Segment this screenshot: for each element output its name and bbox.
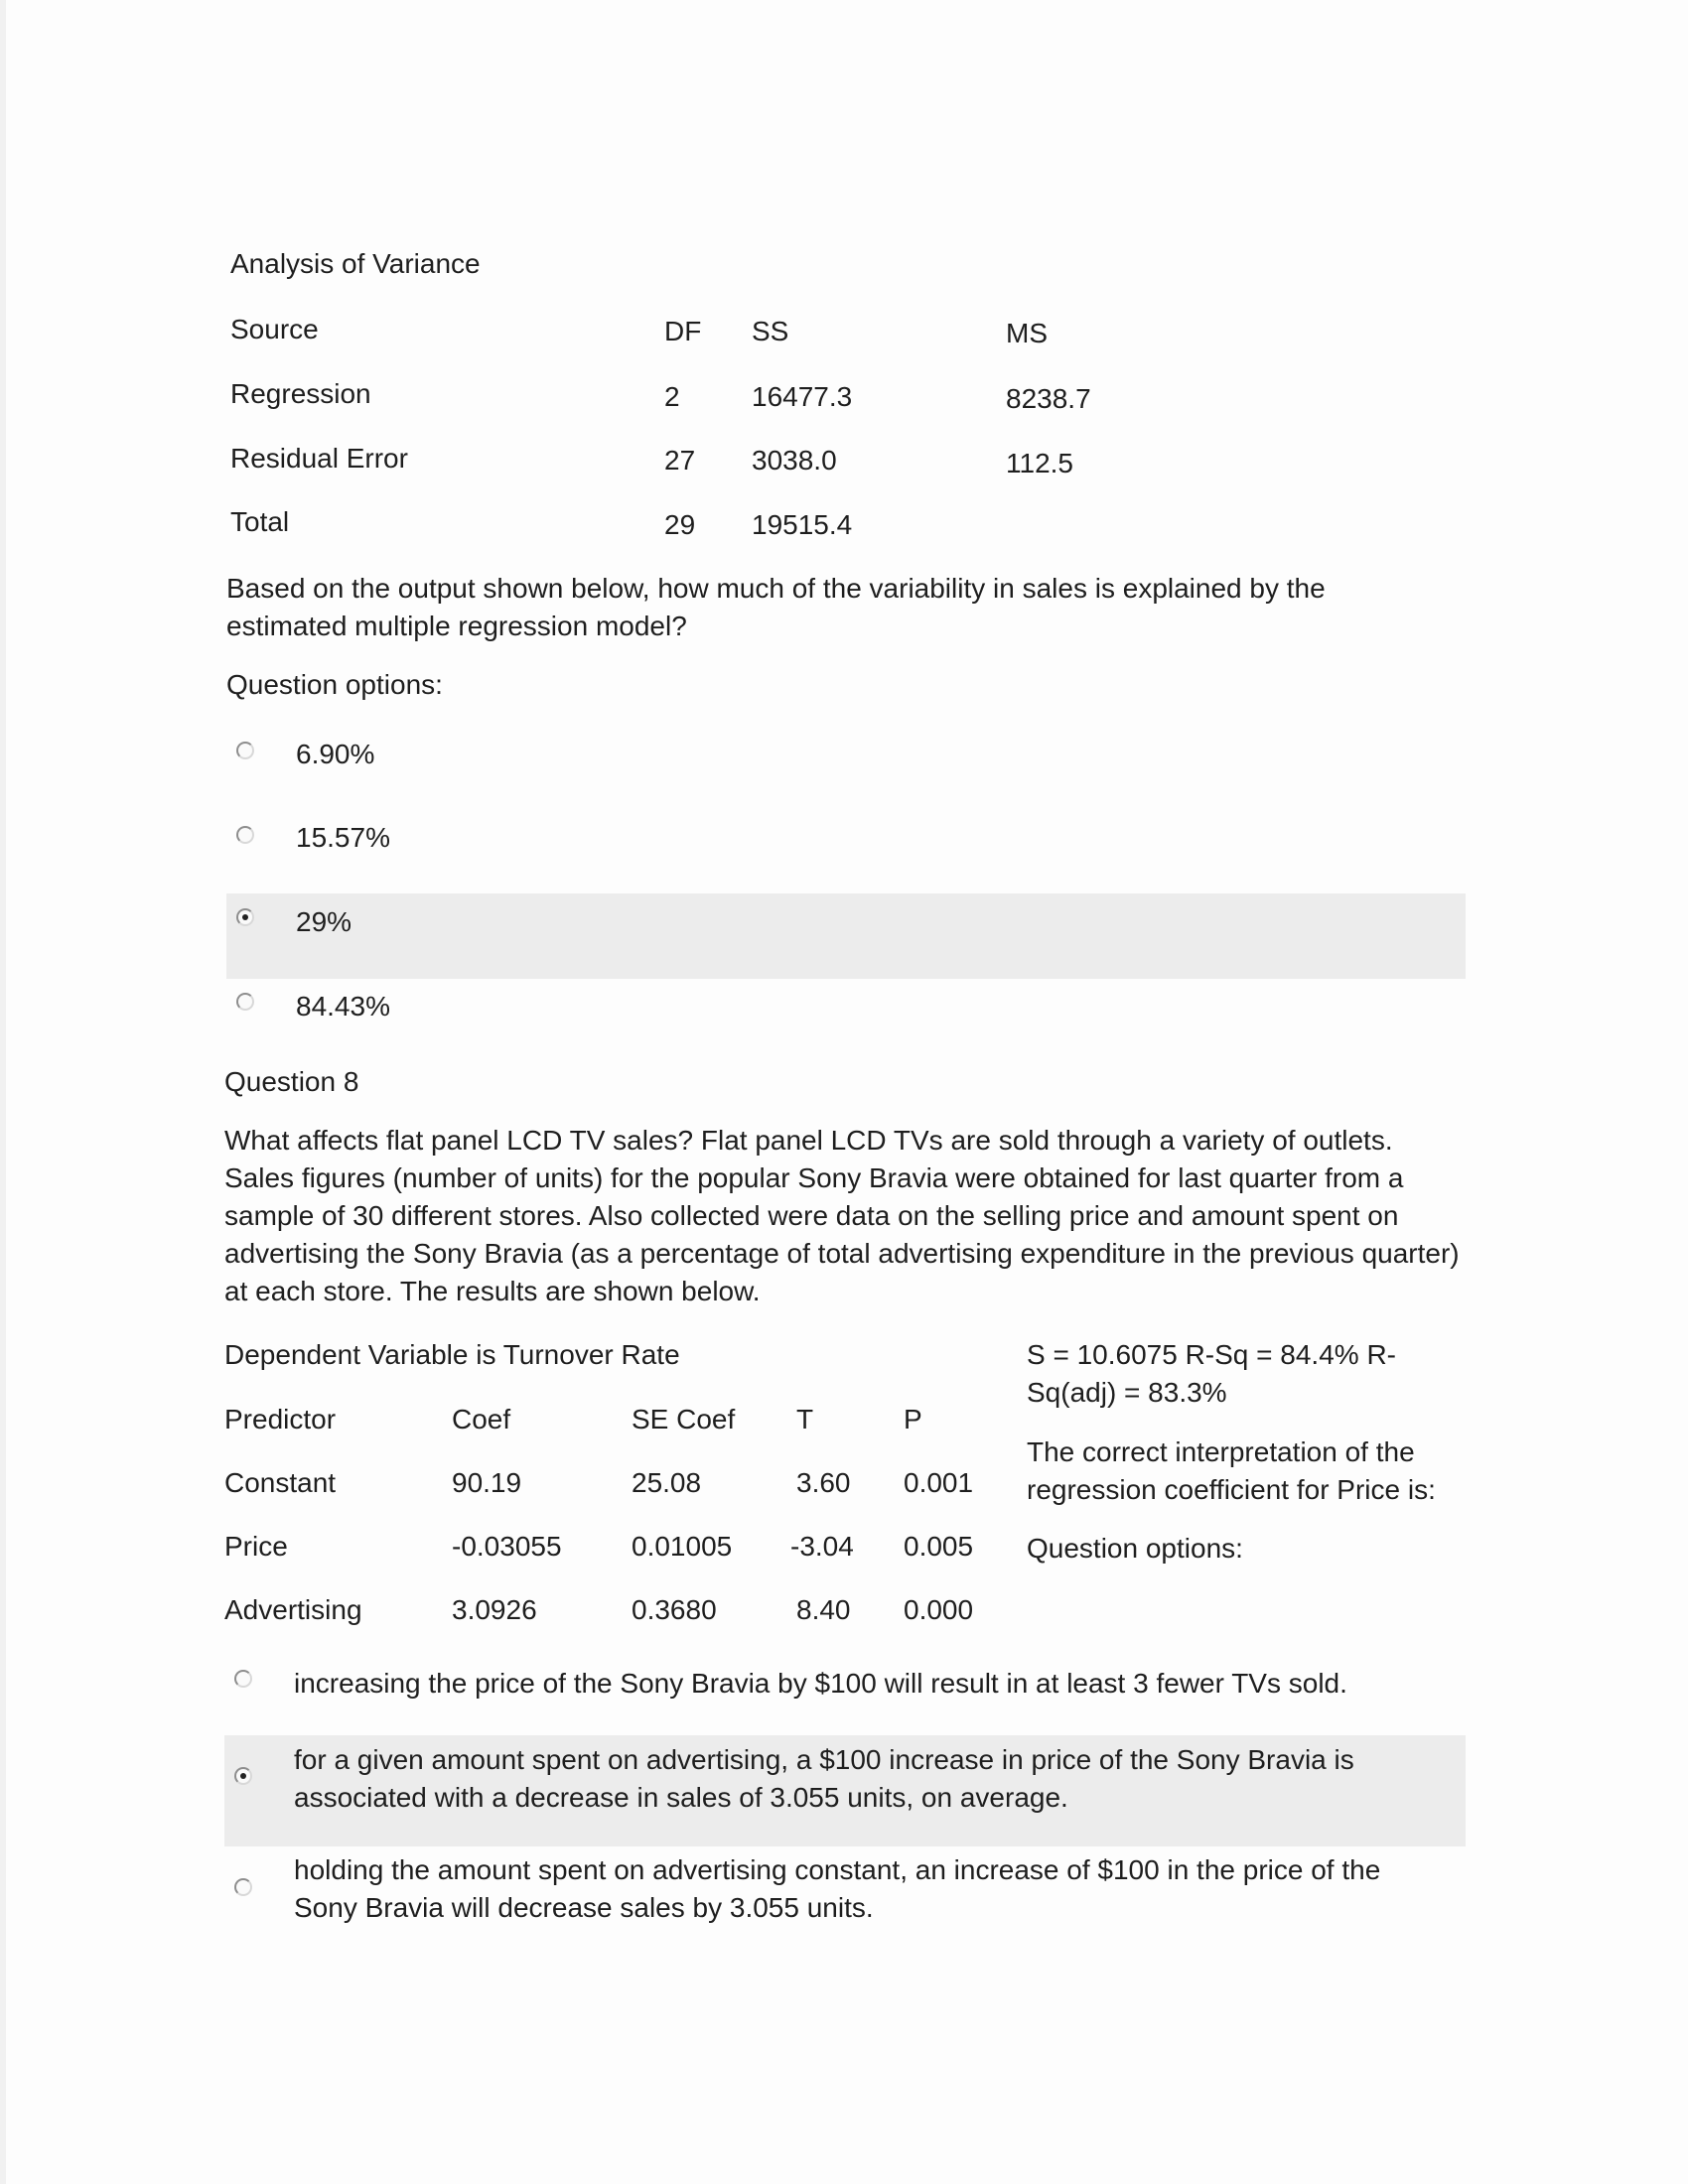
coef-header-p: P	[904, 1404, 922, 1434]
coef-row-coef: 90.19	[452, 1467, 522, 1498]
radio-button[interactable]	[236, 742, 254, 759]
coef-row-t: 8.40	[796, 1594, 851, 1625]
q8-title: Question 8	[224, 1066, 359, 1097]
radio-button[interactable]	[236, 826, 254, 844]
coef-row-predictor: Advertising	[224, 1594, 362, 1625]
q8-options-label: Question options:	[1027, 1533, 1243, 1564]
anova-header-ms: MS	[1006, 318, 1048, 348]
option-label: holding the amount spent on advertising constant, an increase of $100 in the price of the Sony Bravia will decrease sales by 3.055 units.	[294, 1854, 1381, 1923]
option-label: 29%	[296, 906, 352, 937]
coef-header-predictor: Predictor	[224, 1404, 337, 1434]
coef-row-coef: 3.0926	[452, 1594, 537, 1625]
anova-row-ms: 8238.7	[1006, 383, 1091, 414]
coef-row-secoef: 0.3680	[632, 1594, 717, 1625]
q7-options-label: Question options:	[226, 669, 443, 700]
anova-row-ss: 3038.0	[752, 445, 837, 476]
coef-row-coef: -0.03055	[452, 1531, 562, 1562]
anova-row-df: 27	[664, 445, 696, 476]
coef-row-secoef: 25.08	[632, 1467, 702, 1498]
coef-row-t: 3.60	[796, 1467, 851, 1498]
option-label: 15.57%	[296, 822, 390, 853]
coef-header-t: T	[796, 1404, 814, 1434]
anova-row-ss: 19515.4	[752, 509, 853, 540]
coef-row-p: 0.000	[904, 1594, 974, 1625]
radio-button-selected[interactable]	[234, 1767, 252, 1785]
coef-header-secoef: SE Coef	[632, 1404, 736, 1434]
coef-row-p: 0.005	[904, 1531, 974, 1562]
coef-row-t: -3.04	[790, 1531, 854, 1562]
scan-edge	[0, 0, 6, 2184]
anova-header-source: Source	[230, 314, 319, 344]
option-label: 84.43%	[296, 991, 390, 1022]
radio-button[interactable]	[234, 1670, 252, 1688]
anova-row-source: Residual Error	[230, 443, 408, 474]
coef-header-coef: Coef	[452, 1404, 511, 1434]
anova-header-ss: SS	[752, 316, 789, 346]
option-label: for a given amount spent on advertising, a $100 increase in price of the Sony Bravia is associated with a decrease in sales of 3.055 units, on average.	[294, 1744, 1354, 1813]
coef-row-predictor: Price	[224, 1531, 288, 1562]
option-label: 6.90%	[296, 739, 375, 769]
radio-button[interactable]	[236, 993, 254, 1011]
anova-row-df: 29	[664, 509, 696, 540]
anova-row-ms: 112.5	[1006, 448, 1073, 478]
coef-row-secoef: 0.01005	[632, 1531, 733, 1562]
dependent-variable: Dependent Variable is Turnover Rate	[224, 1339, 680, 1370]
anova-header-df: DF	[664, 316, 702, 346]
anova-row-source: Regression	[230, 378, 371, 409]
option-label: increasing the price of the Sony Bravia by $100 will result in at least 3 fewer TVs sold.	[294, 1668, 1347, 1699]
radio-button[interactable]	[234, 1878, 252, 1896]
selected-option-highlight	[226, 893, 1466, 979]
coef-row-p: 0.001	[904, 1467, 974, 1498]
q7-question: Based on the output shown below, how much of the variability in sales is explained by the estimated multiple regression model?	[226, 573, 1326, 641]
q8-text: What affects flat panel LCD TV sales? Flat panel LCD TVs are sold through a variety of outlets. Sales figures (number of units) for the popular Sony Bravia were obtained for last quarter from a sample of 30 different stores. Also collected were data on the selling price and amount spent on advertising the Sony Bravia (as a percentage of total advertising expenditure in the previous quarter) at each store. The results are shown below.	[224, 1125, 1460, 1306]
anova-row-source: Total	[230, 506, 290, 537]
regression-stats: S = 10.6075 R-Sq = 84.4% R-Sq(adj) = 83.3%	[1027, 1339, 1396, 1408]
anova-row-df: 2	[664, 381, 680, 412]
anova-title: Analysis of Variance	[230, 248, 481, 279]
coef-row-predictor: Constant	[224, 1467, 337, 1498]
anova-row-ss: 16477.3	[752, 381, 853, 412]
interpretation-prompt: The correct interpretation of the regression coefficient for Price is:	[1027, 1436, 1436, 1505]
radio-button-selected[interactable]	[236, 908, 254, 926]
